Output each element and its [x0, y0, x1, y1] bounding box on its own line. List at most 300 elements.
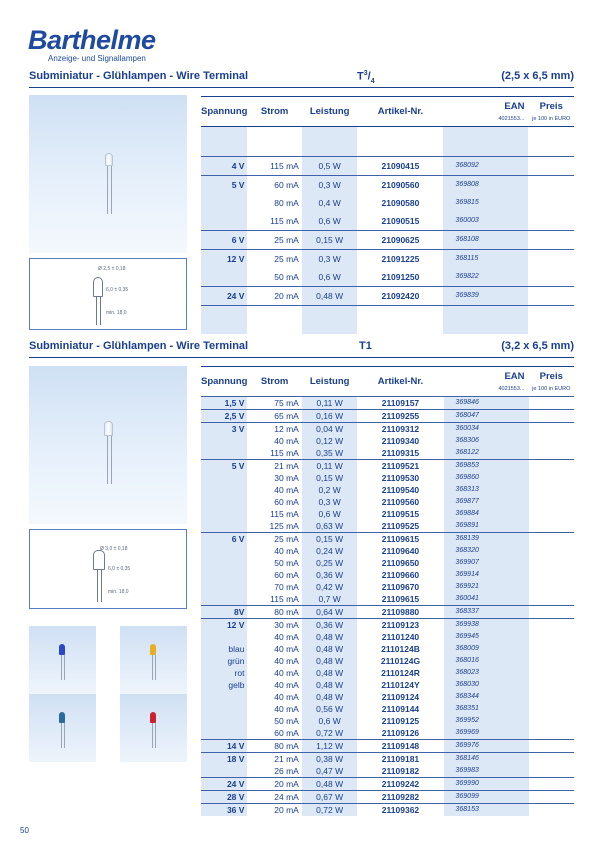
ean-cell: 368351 — [444, 703, 529, 715]
price-cell — [529, 508, 575, 520]
col-artikel: Artikel-Nr. — [377, 376, 424, 387]
sketch-diameter: Ø 2,5 ± 0,18 — [98, 266, 126, 272]
power-cell: 0,38 W — [302, 753, 358, 766]
power-cell: 0,12 W — [302, 435, 358, 447]
col-ean: EAN 4021553... — [498, 100, 525, 122]
table-row — [201, 804, 574, 817]
price-cell — [529, 606, 575, 619]
article-number-cell: 21109660 — [381, 570, 420, 580]
current-cell: 40 mA — [274, 680, 299, 690]
article-number-cell: 2110124Y — [381, 680, 420, 690]
current-cell: 125 mA — [269, 521, 299, 531]
price-cell — [529, 643, 575, 655]
lamp-wire-left — [107, 436, 108, 484]
ean-cell: 368047 — [444, 410, 529, 423]
green-lamp-icon — [59, 712, 65, 723]
article-number-cell: 21109255 — [357, 410, 443, 423]
table-row — [201, 765, 574, 778]
power-cell: 0,56 W — [302, 703, 358, 715]
power-cell: 0,42 W — [302, 581, 358, 593]
current-cell: 40 mA — [274, 485, 299, 495]
table-row — [201, 791, 574, 804]
power-cell: 0,63 W — [302, 520, 358, 533]
price-cell — [529, 410, 575, 423]
section2-type: T1 — [359, 340, 372, 352]
lamp-bulb-icon — [104, 421, 113, 436]
ean-cell: 369983 — [444, 765, 529, 778]
article-number-cell: 21090415 — [357, 157, 443, 176]
current-cell: 21 mA — [247, 460, 301, 473]
current-cell: 40 mA — [274, 704, 299, 714]
price-cell — [528, 268, 574, 287]
price-cell — [528, 250, 574, 269]
power-cell: 0,48 W — [302, 778, 358, 791]
current-cell: 40 mA — [274, 546, 299, 556]
price-cell — [529, 472, 575, 484]
article-number-cell: 21090625 — [357, 231, 443, 250]
voltage-cell: 24 V — [201, 778, 247, 791]
ean-cell: 369839 — [443, 287, 528, 306]
table-row — [201, 435, 574, 447]
ean-cell: 369808 — [443, 176, 528, 195]
power-cell: 0,25 W — [302, 557, 358, 569]
col-artikel: Artikel-Nr. — [377, 106, 424, 117]
power-cell: 0,15 W — [302, 231, 358, 250]
article-number-cell: 21101240 — [381, 632, 420, 642]
price-cell — [529, 569, 575, 581]
sketch-length: 6,0 ± 0,35 — [108, 566, 131, 572]
ean-cell: 369921 — [444, 581, 529, 593]
ean-cell: 369969 — [444, 727, 529, 740]
ean-cell: 369976 — [444, 740, 529, 753]
current-cell: 115 mA — [270, 216, 299, 226]
article-number-cell: 21109880 — [357, 606, 443, 619]
col-strom: Strom — [260, 106, 289, 117]
current-cell: 20 mA — [247, 287, 301, 306]
voltage-cell — [201, 545, 247, 557]
ean-cell: 368153 — [444, 804, 529, 817]
article-number-cell: 21109125 — [381, 716, 420, 726]
lamp-bulb-icon — [105, 153, 113, 166]
price-cell — [528, 194, 574, 212]
power-cell: 0,67 W — [302, 791, 358, 804]
article-number-cell: 21109181 — [357, 753, 443, 766]
table-row — [201, 520, 574, 533]
article-number-cell: 21091250 — [381, 272, 420, 282]
voltage-cell — [201, 765, 247, 778]
voltage-cell: 6 V — [201, 231, 247, 250]
ean-cell: 369914 — [444, 569, 529, 581]
table-row — [201, 472, 574, 484]
power-cell: 0,48 W — [302, 655, 358, 667]
voltage-cell: 36 V — [201, 804, 247, 817]
lamp-wire — [152, 723, 153, 748]
voltage-cell: rot — [201, 667, 247, 679]
current-cell: 60 mA — [274, 570, 299, 580]
ean-cell: 369907 — [444, 557, 529, 569]
power-cell: 0,15 W — [302, 533, 358, 546]
section2-heading — [29, 340, 574, 356]
table-row — [201, 545, 574, 557]
ean-cell: 368313 — [444, 484, 529, 496]
section1-title: Subminiatur - Glühlampen - Wire Terminal — [29, 70, 249, 82]
price-cell — [529, 791, 575, 804]
article-number-cell: 21109615 — [357, 533, 443, 546]
section1-rule — [29, 87, 574, 88]
table-spacer — [201, 306, 574, 334]
current-cell: 12 mA — [247, 423, 301, 436]
table-row — [201, 606, 574, 619]
power-cell: 0,36 W — [302, 619, 358, 632]
col-leistung: Leistung — [309, 106, 350, 117]
section1-heading — [29, 70, 574, 86]
voltage-cell: 18 V — [201, 753, 247, 766]
power-cell: 0,48 W — [302, 691, 358, 703]
table-row — [201, 250, 574, 269]
lamp-wire-left — [107, 166, 108, 214]
ean-cell: 368320 — [444, 545, 529, 557]
table-row — [201, 460, 574, 473]
power-cell: 1,12 W — [302, 740, 358, 753]
article-number-cell: 2110124G — [380, 656, 421, 666]
price-cell — [529, 655, 575, 667]
section1-dimension-sketch — [29, 258, 187, 330]
voltage-cell — [201, 472, 247, 484]
voltage-cell: 28 V — [201, 791, 247, 804]
voltage-cell — [201, 520, 247, 533]
table-row — [201, 753, 574, 766]
current-cell: 80 mA — [247, 606, 301, 619]
ean-cell: 368139 — [444, 533, 529, 546]
table-row — [201, 484, 574, 496]
current-cell: 80 mA — [247, 740, 301, 753]
price-cell — [529, 753, 575, 766]
price-cell — [529, 679, 575, 691]
article-number-cell: 21090515 — [381, 216, 420, 226]
table-row — [201, 655, 574, 667]
ean-cell: 368108 — [443, 231, 528, 250]
ean-cell: 360034 — [444, 423, 529, 436]
voltage-cell: 5 V — [201, 176, 247, 195]
price-cell — [529, 397, 575, 410]
current-cell: 26 mA — [274, 766, 299, 776]
current-cell: 20 mA — [247, 778, 301, 791]
table-row — [201, 176, 574, 195]
lamp-wire-right — [111, 436, 112, 484]
section1-type: $T^3/_4$ — [357, 70, 375, 85]
col-spannung: Spannung — [201, 376, 248, 387]
table-row — [201, 410, 574, 423]
ean-cell: 369860 — [444, 472, 529, 484]
power-cell: 0,64 W — [302, 606, 358, 619]
price-cell — [529, 496, 575, 508]
ean-cell: 369884 — [444, 508, 529, 520]
ean-cell: 360041 — [444, 593, 529, 606]
voltage-cell — [201, 715, 247, 727]
article-number-cell: 21109242 — [357, 778, 443, 791]
price-cell — [529, 765, 575, 778]
article-number-cell: 21109126 — [381, 728, 420, 738]
voltage-cell — [201, 691, 247, 703]
ean-cell: 369945 — [444, 631, 529, 643]
ean-cell: 369891 — [444, 520, 529, 533]
current-cell: 60 mA — [247, 176, 301, 195]
table-row — [201, 715, 574, 727]
price-cell — [529, 447, 575, 460]
ean-cell: 369853 — [444, 460, 529, 473]
lamp-wire — [64, 723, 65, 748]
table-row — [201, 212, 574, 231]
power-cell: 0,2 W — [302, 484, 358, 496]
logo-wordmark: Barthelme — [28, 25, 156, 55]
col-preis: Preis je 100 in EURO — [532, 100, 571, 122]
ean-cell: 368337 — [444, 606, 529, 619]
article-number-cell: 21109615 — [381, 594, 420, 604]
section1-lamp-photo — [29, 95, 187, 253]
voltage-cell — [201, 703, 247, 715]
voltage-cell — [201, 631, 247, 643]
col-spannung: Spannung — [201, 106, 248, 117]
section1-table — [201, 96, 574, 334]
article-number-cell: 21109340 — [381, 436, 420, 446]
table-row — [201, 533, 574, 546]
current-cell: 20 mA — [247, 804, 301, 817]
table-row — [201, 667, 574, 679]
article-number-cell: 21109123 — [357, 619, 443, 632]
section2-size: (3,2 x 6,5 mm) — [501, 340, 574, 352]
current-cell: 70 mA — [274, 582, 299, 592]
voltage-cell: 24 V — [201, 287, 247, 306]
current-cell: 75 mA — [247, 397, 301, 410]
sketch-wire-right — [101, 570, 102, 602]
current-cell: 50 mA — [274, 272, 299, 282]
article-number-cell: 21109560 — [381, 497, 420, 507]
ean-cell: 369822 — [443, 268, 528, 287]
power-cell: 0,11 W — [302, 397, 358, 410]
price-cell — [529, 423, 575, 436]
current-cell: 115 mA — [270, 448, 299, 458]
voltage-cell — [201, 496, 247, 508]
power-cell: 0,11 W — [302, 460, 358, 473]
ean-cell: 368016 — [444, 655, 529, 667]
table-row — [201, 423, 574, 436]
price-cell — [529, 520, 575, 533]
power-cell: 0,6 W — [302, 715, 358, 727]
power-cell: 0,48 W — [302, 631, 358, 643]
green-lamp-photo — [29, 694, 96, 762]
table-row — [201, 691, 574, 703]
sketch-wire-left — [96, 297, 97, 325]
article-number-cell: 21109515 — [381, 509, 420, 519]
price-cell — [529, 593, 575, 606]
price-cell — [529, 533, 575, 546]
red-lamp-photo — [120, 694, 187, 762]
price-cell — [529, 667, 575, 679]
article-number-cell: 21109530 — [381, 473, 420, 483]
lamp-wire — [155, 655, 156, 680]
section2-rule — [29, 357, 574, 358]
article-number-cell: 21109521 — [357, 460, 443, 473]
current-cell: 25 mA — [247, 250, 301, 269]
ean-cell: 369952 — [444, 715, 529, 727]
ean-cell: 368344 — [444, 691, 529, 703]
current-cell: 115 mA — [247, 157, 301, 176]
voltage-cell: 12 V — [201, 619, 247, 632]
voltage-cell — [201, 194, 247, 212]
current-cell: 40 mA — [274, 644, 299, 654]
section2-lamp-photo — [29, 366, 187, 524]
sketch-wire-length: min. 18,0 — [106, 310, 127, 316]
ean-cell: 369815 — [443, 194, 528, 212]
article-number-cell: 21109670 — [381, 582, 420, 592]
blue-lamp-icon — [59, 644, 65, 655]
power-cell: 0,6 W — [302, 508, 358, 520]
power-cell: 0,5 W — [302, 157, 358, 176]
price-cell — [529, 715, 575, 727]
article-number-cell: 21090560 — [357, 176, 443, 195]
power-cell: 0,72 W — [302, 727, 358, 740]
voltage-cell: 14 V — [201, 740, 247, 753]
voltage-cell: 2,5 V — [201, 410, 247, 423]
current-cell: 40 mA — [274, 656, 299, 666]
article-number-cell: 21109362 — [357, 804, 443, 817]
voltage-cell: 3 V — [201, 423, 247, 436]
ean-cell: 369877 — [444, 496, 529, 508]
table-header — [201, 367, 574, 397]
yellow-lamp-photo — [120, 626, 187, 694]
voltage-cell: grün — [201, 655, 247, 667]
section2-table — [201, 366, 574, 816]
ean-cell: 369846 — [444, 397, 529, 410]
lamp-wire — [61, 655, 62, 680]
ean-cell: 369990 — [444, 778, 529, 791]
current-cell: 40 mA — [274, 436, 299, 446]
current-cell: 60 mA — [274, 497, 299, 507]
voltage-cell: 1,5 V — [201, 397, 247, 410]
voltage-cell: 8V — [201, 606, 247, 619]
power-cell: 0,6 W — [302, 212, 358, 231]
price-cell — [529, 703, 575, 715]
voltage-cell: gelb — [201, 679, 247, 691]
power-cell: 0,15 W — [302, 472, 358, 484]
section2-dimension-sketch — [29, 529, 187, 609]
table-row — [201, 581, 574, 593]
article-number-cell: 21109312 — [357, 423, 443, 436]
lamp-wire — [152, 655, 153, 680]
current-cell: 115 mA — [270, 509, 299, 519]
article-number-cell: 2110124B — [381, 644, 420, 654]
blue-lamp-photo — [29, 626, 96, 694]
table-row — [201, 397, 574, 410]
price-cell — [529, 691, 575, 703]
current-cell: 24 mA — [247, 791, 301, 804]
current-cell: 60 mA — [274, 728, 299, 738]
article-number-cell: 21109540 — [381, 485, 420, 495]
current-cell: 40 mA — [274, 668, 299, 678]
current-cell: 21 mA — [247, 753, 301, 766]
table-row — [201, 268, 574, 287]
article-number-cell: 21091225 — [357, 250, 443, 269]
article-number-cell: 21109282 — [357, 791, 443, 804]
col-preis: Preis je 100 in EURO — [532, 370, 571, 392]
current-cell: 80 mA — [274, 198, 299, 208]
power-cell: 0,24 W — [302, 545, 358, 557]
power-cell: 0,48 W — [302, 643, 358, 655]
lamp-wire — [155, 723, 156, 748]
lamp-wire-right — [111, 166, 112, 214]
ean-cell: 368009 — [444, 643, 529, 655]
table-row — [201, 679, 574, 691]
power-cell: 0,72 W — [302, 804, 358, 817]
current-cell: 115 mA — [270, 594, 299, 604]
price-cell — [529, 631, 575, 643]
lamp-wire — [64, 655, 65, 680]
article-number-cell: 21109640 — [381, 546, 420, 556]
current-cell: 50 mA — [274, 716, 299, 726]
power-cell: 0,16 W — [302, 410, 358, 423]
voltage-cell — [201, 268, 247, 287]
power-cell: 0,48 W — [302, 679, 358, 691]
sketch-bulb-icon — [93, 277, 103, 297]
table-row — [201, 287, 574, 306]
sketch-wire-length: min. 18,0 — [108, 589, 129, 595]
price-cell — [529, 619, 575, 632]
power-cell: 0,04 W — [302, 423, 358, 436]
price-cell — [528, 157, 574, 176]
price-cell — [528, 176, 574, 195]
power-cell: 0,3 W — [302, 250, 358, 269]
price-cell — [529, 804, 575, 817]
ean-cell: 368092 — [443, 157, 528, 176]
red-lamp-icon — [150, 712, 156, 723]
power-cell: 0,6 W — [302, 268, 358, 287]
table-row — [201, 508, 574, 520]
current-cell: 65 mA — [247, 410, 301, 423]
article-number-cell: 21109315 — [381, 448, 420, 458]
power-cell: 0,35 W — [302, 447, 358, 460]
price-cell — [529, 581, 575, 593]
table-row — [201, 496, 574, 508]
current-cell: 30 mA — [274, 473, 299, 483]
sketch-wire-left — [97, 570, 98, 602]
current-cell: 40 mA — [274, 692, 299, 702]
voltage-cell — [201, 435, 247, 447]
price-cell — [528, 231, 574, 250]
voltage-cell — [201, 557, 247, 569]
sketch-wire-right — [100, 297, 101, 325]
price-cell — [529, 460, 575, 473]
power-cell: 0,47 W — [302, 765, 358, 778]
ean-cell: 360003 — [443, 212, 528, 231]
price-cell — [529, 727, 575, 740]
voltage-cell — [201, 447, 247, 460]
power-cell: 0,3 W — [302, 176, 358, 195]
table-row — [201, 447, 574, 460]
article-number-cell: 21109124 — [381, 692, 420, 702]
price-cell — [529, 557, 575, 569]
power-cell: 0,3 W — [302, 496, 358, 508]
table-row — [201, 643, 574, 655]
voltage-cell: blau — [201, 643, 247, 655]
article-number-cell: 21109525 — [381, 521, 420, 531]
table-header — [201, 97, 574, 127]
current-cell: 30 mA — [247, 619, 301, 632]
ean-cell: 368146 — [444, 753, 529, 766]
table-row — [201, 778, 574, 791]
article-number-cell: 21092420 — [357, 287, 443, 306]
page-number: 50 — [20, 826, 29, 835]
voltage-cell — [201, 727, 247, 740]
